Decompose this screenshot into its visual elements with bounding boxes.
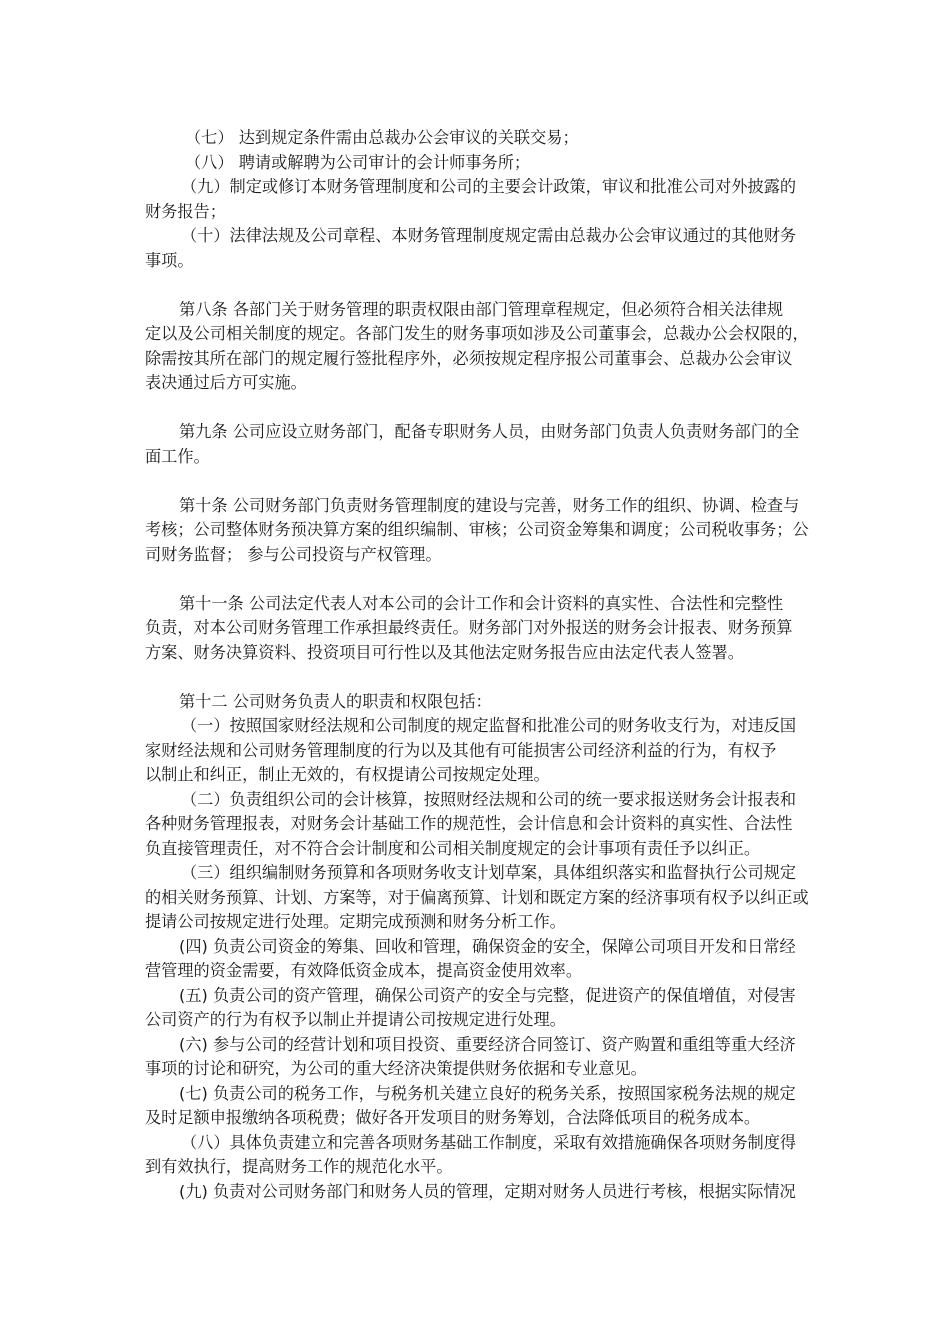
article-12-item: [145, 1131, 808, 1180]
list-item-line: （八） 聘请或解聘为公司审计的会计师事务所；: [185, 152, 531, 172]
article-8: [145, 298, 808, 396]
list-item-line: （九）制定或修订本财务管理制度和公司的主要会计政策，审议和批准公司对外披露的: [181, 177, 797, 196]
article-11-line: 负责，对本公司财务管理工作承担最终责任。财务部门对外报送的财务会计报表、财务预算: [145, 618, 793, 637]
article-12-item: [145, 1033, 808, 1082]
article-12-item-line: 各种财务管理报表，对财务会计基础工作的规范性，会计信息和会计资料的真实性、合法性: [145, 814, 793, 833]
article-12-item-line: (五) 负责公司的资产管理，确保公司资产的安全与完整，促进资产的保值增值，对侵害: [179, 985, 796, 1005]
article-12-item-line: 提请公司按规定进行处理。定期完成预测和财务分析工作。: [145, 912, 566, 931]
article-8-line: 表决通过后方可实施。: [145, 373, 307, 392]
article-8-line: 第八条 各部门关于财务管理的职责权限由部门管理章程规定，但必须符合相关法律规: [179, 299, 784, 319]
article-12-item-line: (九) 负责对公司财务部门和财务人员的管理，定期对财务人员进行考核，根据实际情况: [179, 1181, 796, 1201]
paragraph-gap: [145, 469, 808, 494]
article-12-item-line: （一）按照国家财经法规和公司制度的规定监督和批准公司的财务收支行为，对违反国: [181, 716, 797, 735]
list-item-line: 财务报告；: [145, 201, 226, 221]
article-12-item-line: (四) 负责公司资金的筹集、回收和管理，确保资金的安全，保障公司项目开发和日常经: [179, 936, 796, 956]
article-11-line: 方案、财务决算资料、投资项目可行性以及其他法定财务报告应由法定代表人签署。: [145, 642, 744, 662]
paragraph-gap: [145, 567, 808, 592]
article-12-item-line: 家财经法规和公司财务管理制度的行为以及其他有可能损害公司经济利益的行为，有权予: [145, 740, 777, 760]
paragraph-gap: [145, 396, 808, 421]
article-12-item-line: 以制止和纠正，制止无效的，有权提请公司按规定处理。: [145, 765, 550, 784]
list-item-line: （七） 达到规定条件需由总裁办公会审议的关联交易；: [185, 128, 579, 147]
article-12-item-line: （八）具体负责建立和完善各项财务基础工作制度，采取有效措施确保各项财务制度得: [181, 1132, 797, 1152]
list-item: [145, 175, 808, 224]
article-12-item-line: 营管理的资金需要，有效降低资金成本，提高资金使用效率。: [145, 961, 583, 980]
article-12-heading-line: 第十二 公司财务负责人的职责和权限包括：: [179, 691, 492, 711]
list-item: [145, 126, 808, 151]
article-10-line: 司财务监督； 参与公司投资与产权管理。: [145, 544, 442, 564]
article-9-line: 第九条 公司应设立财务部门，配备专职财务人员，由财务部门负责人负责财务部门的全: [179, 422, 800, 441]
list-item: [145, 224, 808, 273]
article-12-item: [145, 861, 808, 935]
article-10: [145, 494, 808, 568]
article-12-item-line: （二）负责组织公司的会计核算，按照财经法规和公司的统一要求报送财务会计报表和: [181, 789, 797, 809]
article-8-line: 定以及公司相关制度的规定。各部门发生的财务事项如涉及公司董事会，总裁办公会权限的，: [145, 324, 809, 343]
article-10-line: 第十条 公司财务部门负责财务管理制度的建设与完善，财务工作的组织、协调、检查与: [179, 495, 800, 515]
article-12-item: [145, 935, 808, 984]
article-12-item: [145, 1082, 808, 1131]
article-12-item: [145, 714, 808, 788]
article-12-item-line: 事项的讨论和研究，为公司的重大经济决策提供财务依据和专业意见。: [145, 1059, 647, 1078]
article-12-item-line: 的相关财务预算、计划、方案等，对于偏离预算、计划和既定方案的经济事项有权予以纠正或: [145, 887, 809, 907]
article-8-line: 除需按其所在部门的规定履行签批程序外，必须按规定程序报公司董事会、总裁办公会审议: [145, 348, 793, 368]
paragraph-gap: [145, 273, 808, 298]
paragraph-gap: [145, 665, 808, 690]
article-12-item: [145, 984, 808, 1033]
article-10-line: 考核；公司整体财务预决算方案的组织编制、审核；公司资金筹集和调度；公司税收事务；公: [145, 520, 809, 539]
article-12-item-line: 负直接管理责任，对不符合会计制度和公司相关制度规定的会计事项有责任予以纠正。: [145, 838, 761, 858]
article-11-line: 第十一条 公司法定代表人对本公司的会计工作和会计资料的真实性、合法性和完整性: [179, 593, 784, 613]
list-item-line: （十）法律法规及公司章程、本财务管理制度规定需由总裁办公会审议通过的其他财务: [181, 226, 797, 245]
article-12-item-line: (七) 负责公司的税务工作，与税务机关建立良好的税务关系，按照国家税务法规的规定: [179, 1083, 796, 1103]
article-12-item-line: 到有效执行，提高财务工作的规范化水平。: [145, 1157, 453, 1176]
list-item: [145, 151, 808, 176]
article-12-heading: [145, 690, 808, 715]
list-item-line: 事项。: [145, 250, 194, 270]
article-12-item-line: 公司资产的行为有权予以制止并提请公司按规定进行处理。: [145, 1010, 566, 1029]
article-12-item-line: (六) 参与公司的经营计划和项目投资、重要经济合同签订、资产购置和重组等重大经济: [179, 1034, 796, 1054]
article-12-item: [145, 788, 808, 862]
article-12-item: [145, 1180, 808, 1205]
article-9: [145, 420, 808, 469]
article-9-line: 面工作。: [145, 446, 210, 466]
article-11: [145, 592, 808, 666]
article-12-item-line: 及时足额申报缴纳各项税费；做好各开发项目的财务筹划，合法降低项目的税务成本。: [145, 1108, 761, 1127]
article-12-item-line: （三）组织编制财务预算和各项财务收支计划草案，具体组织落实和监督执行公司规定: [181, 863, 797, 882]
document-body: [145, 126, 808, 1204]
